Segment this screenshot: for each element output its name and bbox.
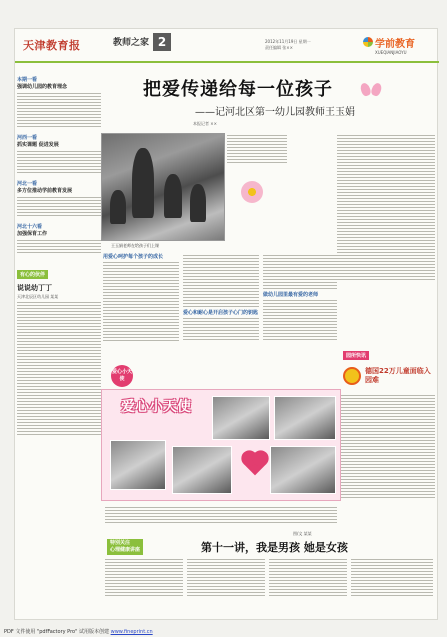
article-photo <box>101 133 225 241</box>
article-text-column <box>337 133 435 333</box>
collage-photo <box>172 446 232 494</box>
text-lines <box>341 395 435 498</box>
text-lines <box>183 255 259 307</box>
sidebar-item-title: 河北一看 <box>17 181 38 187</box>
issue-meta <box>265 39 311 51</box>
feature-tag: 有心的伙伴 <box>17 270 48 279</box>
text-lines <box>17 151 101 173</box>
sidebar-item <box>17 135 101 173</box>
collage-photo <box>274 396 336 440</box>
fineprint-link[interactable]: www.fineprint.cn <box>110 629 153 635</box>
text-lines <box>263 300 337 340</box>
bottom-section-tag: 特别关注 心理健康讲座 <box>107 539 143 555</box>
text-lines <box>105 507 337 523</box>
photo-figure <box>164 174 182 218</box>
article-subhead: ——记河北区第一幼儿园教师王玉娟 <box>195 107 355 118</box>
text-lines <box>17 302 101 435</box>
collage-author: 图/文 某某 <box>293 531 312 536</box>
pdf-footer-text: PDF 文件使用 "pdfFactory Pro" 试用版本创建 <box>4 629 110 635</box>
newspaper-page <box>14 28 438 620</box>
collage-photo <box>212 396 270 440</box>
article-section-heading: 用爱心呵护每个孩子的成长 <box>103 254 164 260</box>
text-lines <box>351 559 433 596</box>
article-text-column <box>263 253 337 401</box>
sidebar-item-title: 本期一看 <box>17 77 38 83</box>
sidebar-item <box>17 77 101 127</box>
pdf-footer <box>4 628 153 635</box>
pinwheel-icon <box>363 37 373 47</box>
text-lines <box>269 559 347 596</box>
bottom-text-column <box>351 557 433 615</box>
quote-block <box>227 133 287 219</box>
text-lines <box>17 240 101 253</box>
text-lines <box>17 93 101 127</box>
column-name: 教师之家 <box>113 38 150 48</box>
issue-date: 2012年11月19日 星期一 <box>265 39 311 44</box>
sidebar-item-title: 河北十六看 <box>17 224 43 230</box>
collage-photo <box>110 440 166 490</box>
collage-caption <box>105 505 337 531</box>
bottom-article-title: 第十一讲，我是男孩 她是女孩 <box>201 541 348 554</box>
sidebar-item <box>17 224 101 253</box>
sidebar-item-title: 河西一看 <box>17 135 38 141</box>
sidebar-item-subtitle: 加强保育工作 <box>17 231 48 237</box>
text-lines <box>183 318 259 340</box>
sidebar-item-subtitle: 强调幼儿园的教育理念 <box>17 84 68 90</box>
flower-icon <box>241 181 263 203</box>
bottom-text-column <box>105 557 183 615</box>
bottom-text-column <box>269 557 347 615</box>
feature-subtitle: 天津北辰区幼儿园 某某 <box>17 294 59 299</box>
left-sidebar <box>17 77 101 617</box>
bottom-text-column <box>187 557 265 615</box>
article-section-heading: 做幼儿园里最有爱的老师 <box>263 292 319 298</box>
issue-editor: 责任编辑 张×× <box>265 45 293 50</box>
text-lines <box>105 559 183 596</box>
text-lines <box>337 135 435 280</box>
photo-figure <box>110 190 126 224</box>
text-lines <box>227 135 287 163</box>
page-header <box>15 29 439 63</box>
text-lines <box>263 255 337 289</box>
clock-icon <box>343 367 361 385</box>
newspaper-logo: 天津教育报 <box>23 39 81 52</box>
collage-title: 爱心小天使 <box>121 399 191 415</box>
sidebar-item-subtitle: 多方位推动学前教育发展 <box>17 188 73 194</box>
text-lines <box>103 262 179 341</box>
text-lines <box>187 559 265 596</box>
section-title-en: XUEQIANJIAOYU <box>375 50 407 55</box>
news-tag: 园所快讯 <box>343 351 369 360</box>
article-headline: 把爱传递给每一位孩子 <box>143 79 333 100</box>
feature-title: 说说幼丁丁 <box>17 284 52 292</box>
column-number: 2 <box>153 33 171 51</box>
article-section-heading: 爱心和耐心是开启孩子心门的钥匙 <box>183 310 259 316</box>
sidebar-item-subtitle: 抓实课题 促进发展 <box>17 142 59 148</box>
news-headline: 德国22万儿童面临入园难 <box>365 367 431 384</box>
sidebar-item <box>17 181 101 216</box>
article-text-column <box>183 253 259 401</box>
article-byline: 本报记者 ×× <box>193 121 217 126</box>
heart-icon <box>244 453 267 476</box>
collage-photo <box>270 446 336 494</box>
text-lines <box>17 197 101 216</box>
news-text-column <box>341 393 435 539</box>
photo-figure <box>190 184 206 222</box>
section-title: 学前教育 <box>375 39 415 50</box>
photo-caption: 王玉娟老师在给孩子们上课 <box>111 243 159 248</box>
photo-figure <box>132 148 154 218</box>
feature-badge: 爱心小天使 <box>111 365 133 387</box>
butterfly-icon <box>361 83 381 99</box>
